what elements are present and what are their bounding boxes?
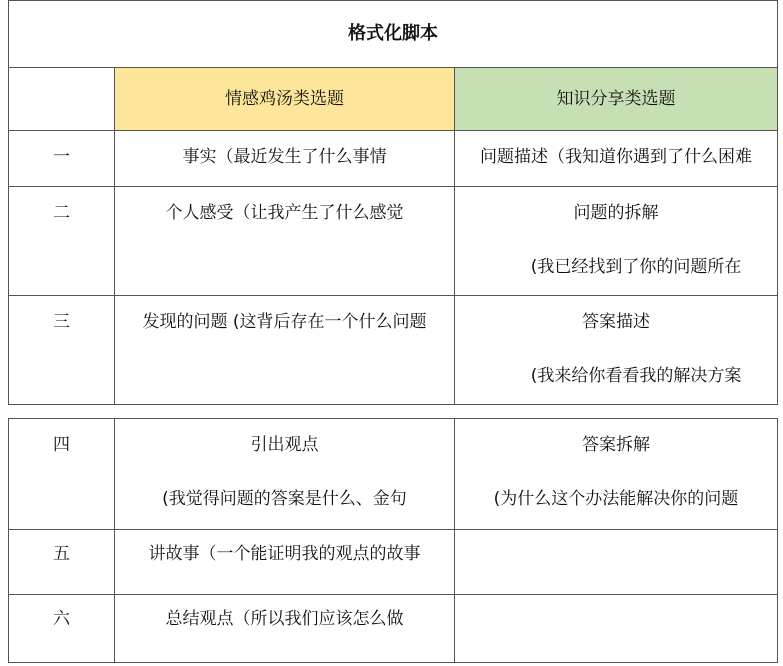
- table-row: [9, 187, 778, 296]
- emotion-text: 发现的问题 (这背后存在一个什么问题: [142, 312, 427, 332]
- knowledge-text: 问题的拆解: [573, 203, 659, 223]
- knowledge-cell: [455, 595, 778, 663]
- emotion-text: 引出观点: [250, 435, 319, 455]
- table-row: [9, 131, 778, 187]
- knowledge-subtext: (我已经找到了你的问题所在: [530, 257, 742, 278]
- emotion-text: 个人感受（让我产生了什么感觉: [165, 203, 404, 223]
- header-emotion: 情感鸡汤类选题: [115, 68, 455, 131]
- knowledge-subtext: (为什么这个办法能解决你的问题: [493, 489, 739, 510]
- knowledge-cell: [455, 296, 778, 405]
- knowledge-cell: [455, 530, 778, 595]
- row-number-text: 四: [53, 435, 70, 455]
- row-number: [9, 530, 115, 595]
- emotion-cell: [115, 131, 455, 187]
- emotion-cell: [115, 595, 455, 663]
- row-number: [9, 296, 115, 405]
- row-number: [9, 187, 115, 296]
- header-number: [9, 68, 115, 131]
- row-number-text: 二: [53, 203, 70, 223]
- table-row: [9, 296, 778, 405]
- row-number-text: 五: [53, 544, 70, 564]
- script-table-top: [8, 0, 778, 405]
- emotion-cell: [115, 187, 455, 296]
- emotion-cell: [115, 296, 455, 405]
- knowledge-text: 答案描述: [582, 312, 650, 332]
- knowledge-text: 问题描述（我知道你遇到了什么困难: [480, 147, 752, 167]
- row-number: [9, 595, 115, 663]
- row-number-text: 三: [53, 312, 70, 332]
- table-row: [9, 419, 778, 530]
- script-table-bottom: [8, 418, 778, 663]
- table-row: [9, 595, 778, 663]
- emotion-text: 总结观点（所以我们应该怎么做: [165, 609, 404, 629]
- header-knowledge: 知识分享类选题: [455, 68, 778, 131]
- knowledge-subtext: (我来给你看看我的解决方案: [530, 366, 742, 387]
- row-number-text: 六: [53, 609, 70, 629]
- emotion-text: 事实（最近发生了什么事情: [182, 147, 387, 167]
- table-row: [9, 530, 778, 595]
- emotion-subtext: (我觉得问题的答案是什么、金句: [162, 489, 407, 510]
- knowledge-cell: [455, 131, 778, 187]
- table-title: 格式化脚本: [9, 1, 778, 68]
- emotion-cell: [115, 419, 455, 530]
- knowledge-cell: [455, 419, 778, 530]
- knowledge-text: 答案拆解: [582, 435, 650, 455]
- emotion-text: 讲故事（一个能证明我的观点的故事: [148, 544, 421, 564]
- knowledge-cell: [455, 187, 778, 296]
- row-number: [9, 131, 115, 187]
- emotion-cell: [115, 530, 455, 595]
- row-number: [9, 419, 115, 530]
- row-number-text: 一: [53, 147, 70, 167]
